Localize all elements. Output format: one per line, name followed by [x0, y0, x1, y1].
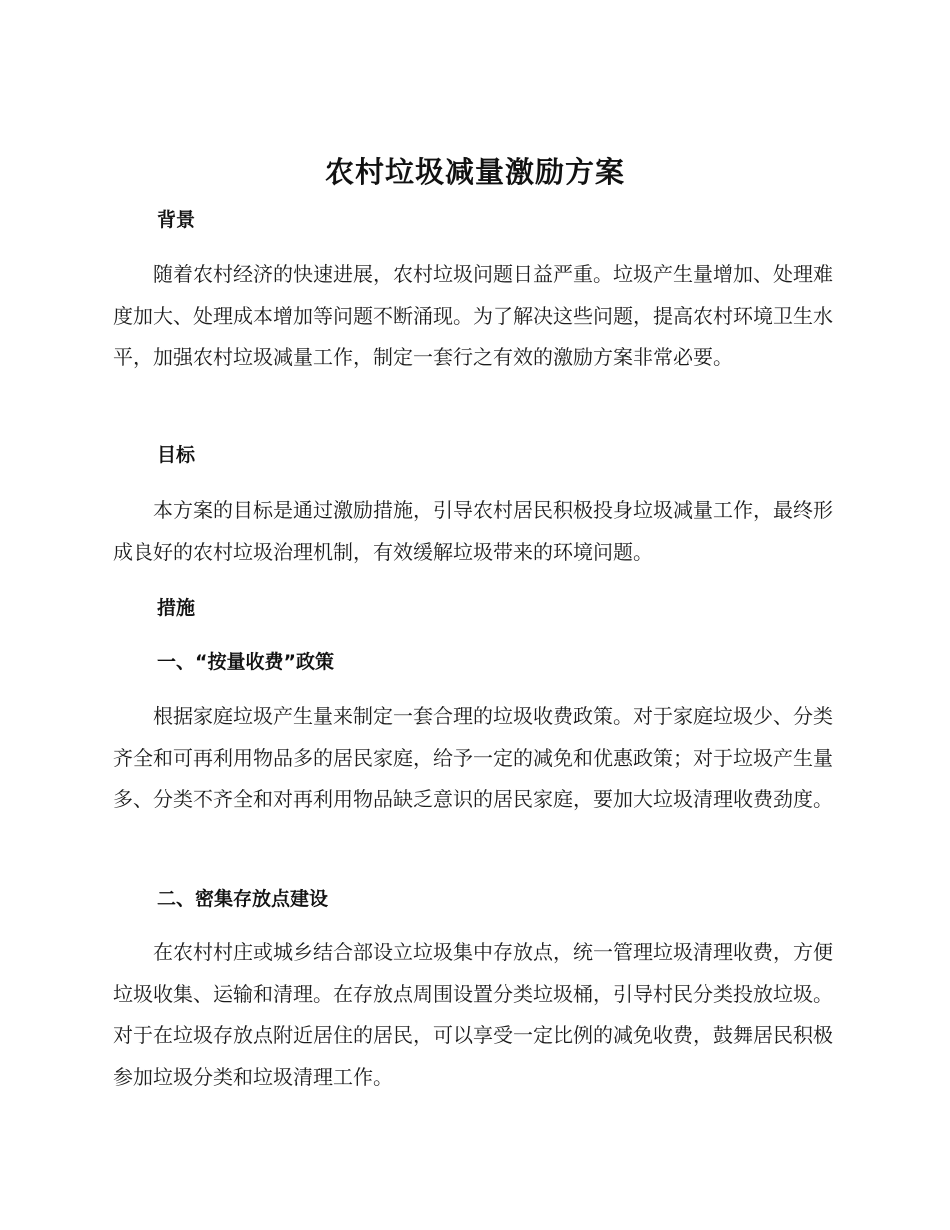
section-heading-measures: 措施	[157, 597, 196, 619]
paragraph-background: 随着农村经济的快速进展，农村垃圾问题日益严重。垃圾产生量增加、处理难度加大、处理成本增加等问题不断涌现。为了解决这些问题，提高农村环境卫生水平，加强农村垃圾减量工作，制定一套行之有效的激励方案非常必要。	[113, 262, 833, 369]
section-heading-background: 背景	[157, 209, 196, 231]
section-heading-goal: 目标	[157, 444, 196, 466]
paragraph-measure-1: 根据家庭垃圾产生量来制定一套合理的垃圾收费政策。对于家庭垃圾少、分类齐全和可再利用物品多的居民家庭，给予一定的减免和优惠政策；对于垃圾产生量多、分类不齐全和对再利用物品缺乏意识的居民家庭，要加大垃圾清理收费劲度。	[113, 704, 833, 811]
paragraph-goal: 本方案的目标是通过激励措施，引导农村居民积极投身垃圾减量工作，最终形成良好的农村垃圾治理机制，有效缓解垃圾带来的环境问题。	[113, 498, 833, 564]
subheading-measure-1: 一、“按量收费”政策	[157, 651, 334, 673]
subheading-measure-2: 二、密集存放点建设	[157, 888, 329, 910]
page-title: 农村垃圾减量激励方案	[324, 155, 625, 189]
paragraph-measure-2: 在农村村庄或城乡结合部设立垃圾集中存放点，统一管理垃圾清理收费，方便垃圾收集、运输和清理。在存放点周围设置分类垃圾桶，引导村民分类投放垃圾。对于在垃圾存放点附近居住的居民，可以享受一定比例的减免收费，鼓舞居民积极参加垃圾分类和垃圾清理工作。	[113, 940, 833, 1089]
